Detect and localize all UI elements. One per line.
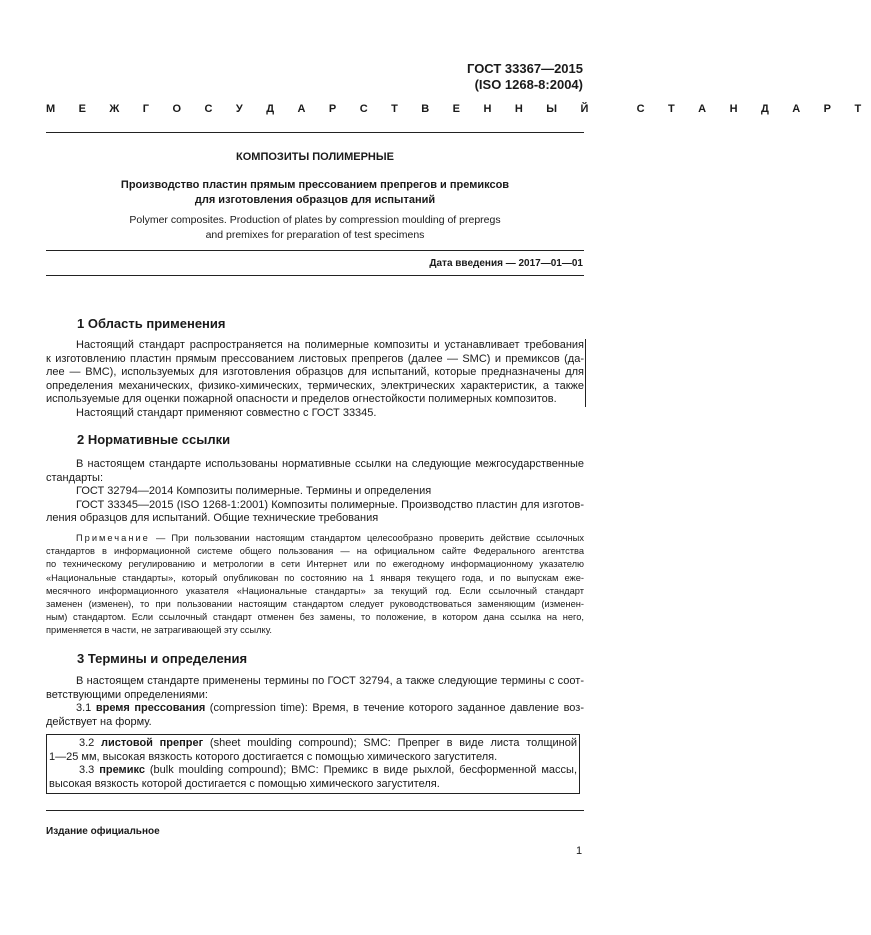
note-line: заменен (изменен), то при пользовании настоящим стандартом следует руководствоваться заменяющим (изменен-	[46, 599, 584, 610]
note-line: стандартов в информационной системе общего пользования — на официальном сайте Федерального агентства	[46, 546, 584, 557]
official-edition-label: Издание официальное	[46, 826, 160, 837]
term-number: 3.1	[76, 702, 92, 715]
term-definition-line: действует на форму.	[46, 715, 152, 728]
reference-line: ления образцов для испытаний. Общие технические требования	[46, 512, 379, 525]
title-rule	[46, 250, 584, 251]
text-line: Настоящий стандарт распространяется на полимерные композиты и устанавливает требования	[76, 339, 584, 351]
note-label: Примечание	[76, 533, 150, 543]
term-definition-line: высокая вязкость которой достигается с помощью химического загустителя.	[49, 777, 440, 790]
footer-rule	[46, 810, 584, 811]
note-line: по техническому регулированию и метрологии в сети Интернет или по ежегодному информационному указателю	[46, 559, 584, 570]
reference-line: ГОСТ 32794—2014 Композиты полимерные. Термины и определения	[76, 485, 432, 498]
text-line: ветствующими определениями:	[46, 688, 208, 701]
text-line	[46, 532, 584, 545]
english-title	[46, 213, 584, 243]
text-line: стандарты:	[46, 471, 104, 484]
text-line: В настоящем стандарте использованы нормативные ссылки на следующие межгосударственные	[76, 458, 584, 470]
term-number: 3.3	[79, 764, 95, 777]
term-definition: (bulk moulding compound); ВМС: Премикс в виде рыхлой, бесформенной массы,	[144, 764, 577, 777]
subtitle-line: Производство пластин прямым прессованием препрегов и премиксов	[120, 179, 510, 191]
note-block	[46, 532, 584, 638]
subtitle-line: для изготовления образцов для испытаний	[194, 194, 436, 206]
text-line: Настоящий стандарт применяют совместно с ГОСТ 33345.	[76, 406, 377, 419]
gost-number: ГОСТ 33367—2015	[467, 61, 583, 76]
interstate-word: М Е Ж Г О С У Д А Р С Т В Е Н Н Ы Й	[46, 103, 599, 115]
note-text: — При пользовании настоящим стандартом целесообразно проверить действие ссылочных	[149, 533, 584, 543]
reference-line: ГОСТ 33345—2015 (ISO 1268-1:2001) Композиты полимерные. Производство пластин для изготов-	[76, 498, 584, 511]
document-title: КОМПОЗИТЫ ПОЛИМЕРНЫЕ	[236, 151, 394, 163]
term-definition-line: 1—25 мм, высокая вязкость которого достигается с помощью химического загустителя.	[49, 750, 498, 763]
section-heading-normative-refs: 2 Нормативные ссылки	[77, 432, 231, 447]
page-number: 1	[576, 845, 583, 857]
standard-word: С Т А Н Д А Р Т	[636, 103, 871, 115]
section-heading-terms: 3 Термины и определения	[77, 651, 248, 666]
term-3-3	[49, 764, 577, 778]
text-line: используемые для оценки пожарной опасности и пределов огнестойкости полимерных композитов.	[46, 393, 557, 406]
terms-paragraph	[46, 675, 584, 729]
note-line: ным) стандартом. Если ссылочный стандарт отменен без замены, то положение, в котором дана ссылка на него,	[46, 612, 584, 623]
english-title-line: and premixes for preparation of test specimens	[205, 229, 425, 241]
english-title-line: Polymer composites. Production of plates by compression moulding of prepregs	[129, 214, 501, 226]
note-line: «Национальные стандарты», который опубликован по состоянию на 1 января текущего года, и по выпускам еже-	[46, 572, 584, 583]
normative-refs-paragraph	[46, 458, 584, 526]
iso-reference: (ISO 1268-8:2004)	[474, 77, 583, 92]
term-definition: (sheet moulding compound); SMC: Препрег в виде листа толщиной	[203, 737, 577, 749]
introduction-date: Дата введения — 2017—01—01	[429, 258, 583, 269]
term-number: 3.2	[79, 737, 95, 749]
note-line: применяется в части, не затрагивающей эту ссылку.	[46, 625, 272, 636]
section-heading-scope: 1 Область применения	[77, 316, 226, 331]
term-name: премикс	[99, 764, 145, 777]
scope-paragraph	[46, 339, 584, 421]
interstate-standard-banner	[46, 103, 871, 115]
change-bar	[585, 339, 586, 407]
term-name: время прессования	[95, 702, 206, 715]
text-line: лее — ВМС), используемых для изготовления образцов для испытаний, которые предназначены для	[46, 366, 584, 379]
term-3-1	[46, 702, 584, 716]
standard-designation	[467, 61, 583, 93]
header-rule	[46, 132, 584, 133]
date-rule	[46, 275, 584, 276]
term-name: листовой препрег	[101, 737, 204, 749]
note-line: месячного информационного указателя «Национальные стандарты» за текущий год. Если ссылочный стандарт	[46, 585, 584, 596]
document-subtitle	[46, 178, 584, 208]
text-line: определения механических, физико-химических, термических, электрических характеристик, а также	[46, 379, 584, 392]
text-line: к изготовлению пластин прямым прессованием листовых препрегов (далее — SMC) и премиксов (да-	[46, 352, 584, 365]
text-line: В настоящем стандарте применены термины по ГОСТ 32794, а также следующие термины с соот-	[76, 675, 584, 687]
term-definition: (compression time): Время, в течение которого заданное давление воз-	[205, 702, 584, 715]
framed-terms	[49, 737, 577, 791]
term-3-2	[49, 737, 577, 751]
